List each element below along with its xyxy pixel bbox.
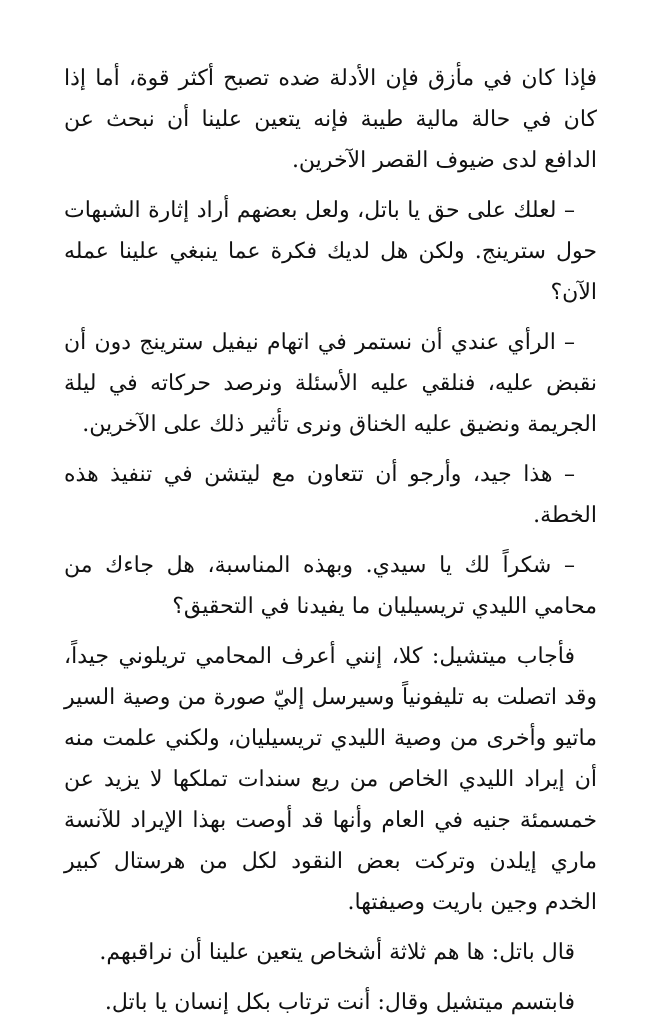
paragraph-8: فابتسم ميتشيل وقال: أنت ترتاب بكل إنسان يا باتل.: [104, 990, 575, 1015]
paragraph-6: فأجاب ميتشيل: كلا، إنني أعرف المحامي تريلوني جيداً، وقد اتصلت به تليفونياً وسيرسل إليّ صورة من وصية السير ماتيو وأخرى من وصية الليدي تريسيليان، ولكني علمت منه أن إيراد الليدي الخاص من ريع سندات تملكها لا يزيد عن خمسمئة جنيه في العام وأنها قد أوصت بهذا الإيراد للآنسة ماري إيلدن وتركت بعض النقود لكل من هرستال كبير الخدم وجين باريت وصيفتها.: [64, 644, 597, 915]
book-page-text: [64, 58, 597, 1032]
paragraph-5: – شكراً لك يا سيدي. وبهذه المناسبة، هل جاءك من محامي الليدي تريسيليان ما يفيدنا في التحقيق؟: [64, 553, 597, 619]
paragraph-7: قال باتل: ها هم ثلاثة أشخاص يتعين علينا أن نراقبهم.: [99, 940, 575, 965]
paragraph-4: – هذا جيد، وأرجو أن تتعاون مع ليتشن في تنفيذ هذه الخطة.: [64, 462, 597, 528]
paragraph-1: فإذا كان في مأزق فإن الأدلة ضده تصبح أكثر قوة، أما إذا كان في حالة مالية طيبة فإنه يتعين علينا أن نبحث عن الدافع لدى ضيوف القصر الآخرين.: [64, 66, 597, 173]
paragraph-2: – لعلك على حق يا باتل، ولعل بعضهم أراد إثارة الشبهات حول سترينج. ولكن هل لديك فكرة عما ينبغي علينا عمله الآن؟: [64, 198, 597, 305]
paragraph-3: – الرأي عندي أن نستمر في اتهام نيفيل سترينج دون أن نقبض عليه، فنلقي عليه الأسئلة ونرصد حركاته في ليلة الجريمة ونضيق عليه الخناق ونرى تأثير ذلك على الآخرين.: [64, 330, 597, 437]
